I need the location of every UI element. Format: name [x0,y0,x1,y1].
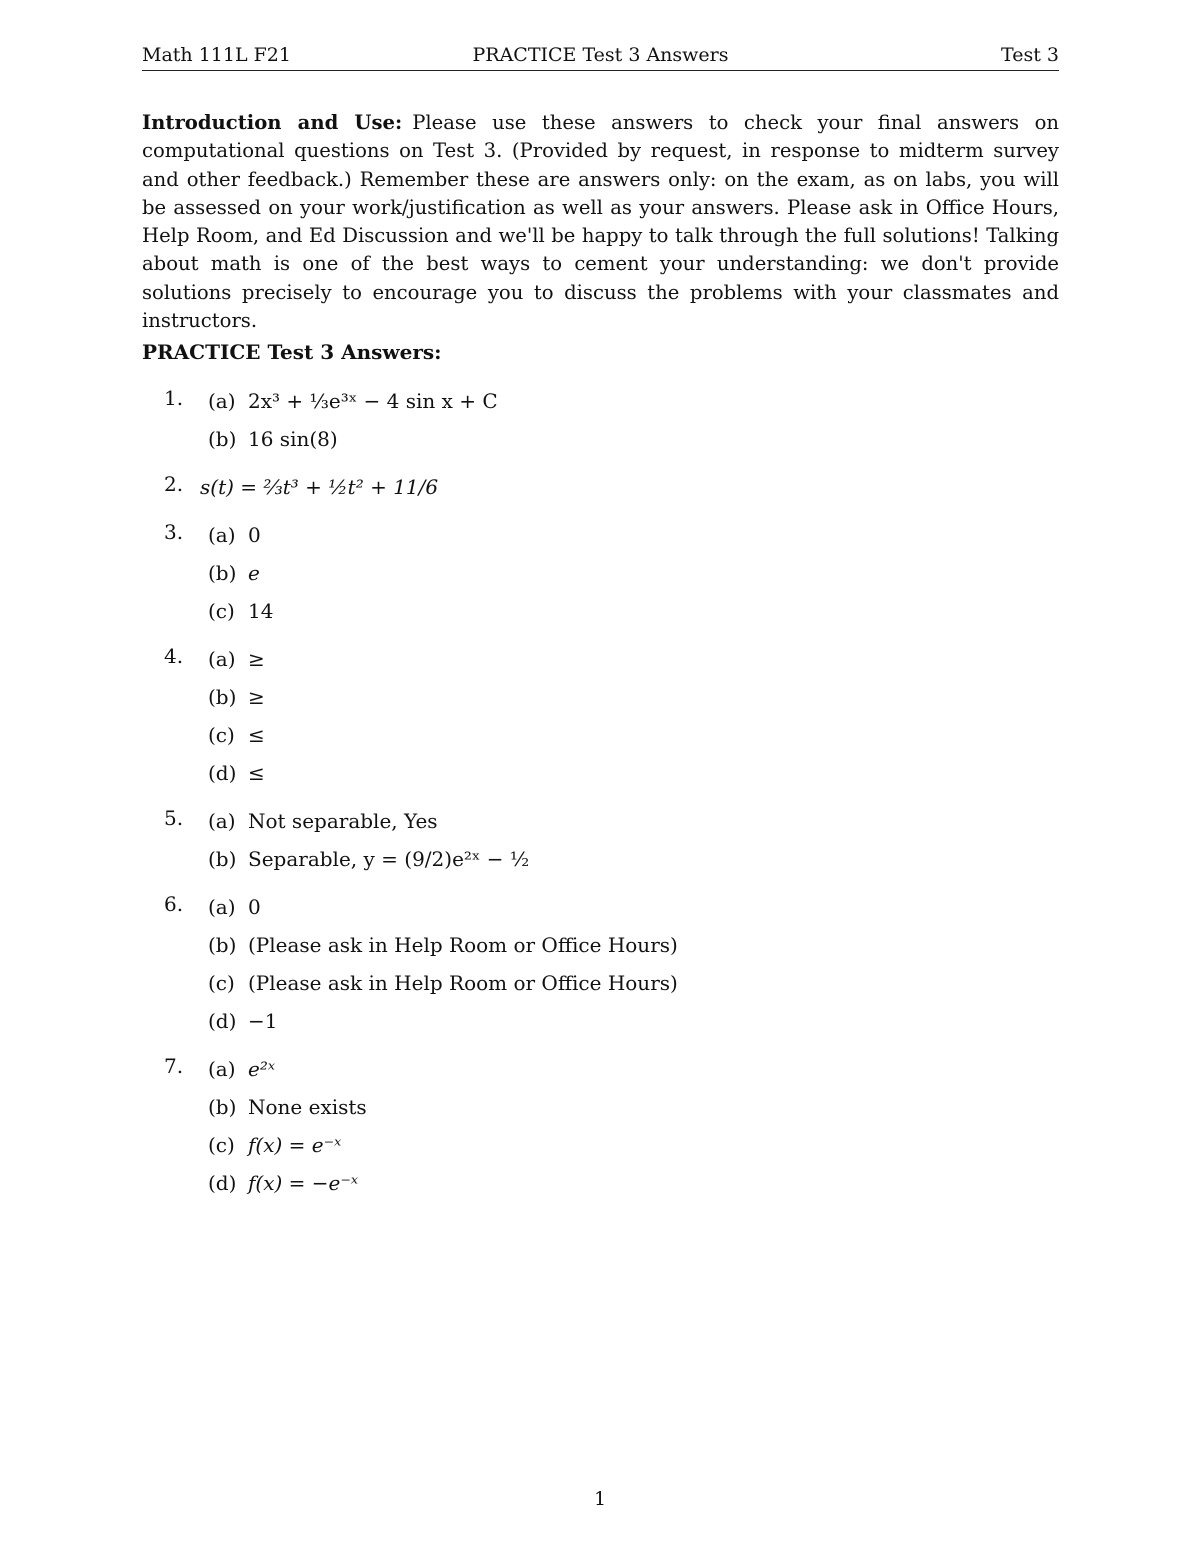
part-answer: Not separable, Yes [248,809,438,833]
part-answer: 0 [248,523,261,547]
answer-part [142,1168,1059,1206]
part-answer: e²ˣ [248,1057,275,1081]
question-7 [142,1054,1059,1206]
answer-part [142,844,1059,882]
part-answer: ≤ [248,761,265,785]
part-label: (a) [208,523,236,547]
answer-part [142,806,1059,844]
answer-part [142,1054,1059,1092]
part-answer: f(x) = e⁻ˣ [248,1133,342,1157]
part-label: (d) [208,761,237,785]
question-5 [142,806,1059,882]
answer-part [142,930,1059,968]
part-label: (c) [208,1133,235,1157]
answer-part [142,1130,1059,1168]
question-1 [142,386,1059,462]
part-answer: ≥ [248,647,265,671]
answer-list [142,386,1059,1216]
part-label: (a) [208,647,236,671]
question-number: 4. [164,644,184,668]
part-answer: 16 sin(8) [248,427,338,451]
answer-part [142,968,1059,1006]
question-number: 7. [164,1054,184,1078]
part-label: (a) [208,809,236,833]
part-answer: f(x) = −e⁻ˣ [248,1171,359,1195]
part-answer: 14 [248,599,274,623]
answer-part [142,520,1059,558]
question-2 [142,472,1059,510]
part-answer: (Please ask in Help Room or Office Hours) [248,971,678,995]
question-number: 2. [164,472,184,496]
part-label: (b) [208,685,237,709]
answer-part [142,1092,1059,1130]
answer-part [142,386,1059,424]
part-label: (b) [208,427,237,451]
answer-part [142,596,1059,634]
running-header [142,42,1059,71]
part-answer: e [248,561,260,585]
question-3 [142,520,1059,634]
part-answer: Separable, y = (9/2)e²ˣ − ½ [248,847,530,871]
part-label: (d) [208,1009,237,1033]
answer-part [142,720,1059,758]
answer-part [142,424,1059,462]
part-label: (b) [208,847,237,871]
part-label: (c) [208,599,235,623]
answer-part [142,1006,1059,1044]
part-answer: 0 [248,895,261,919]
part-label: (b) [208,561,237,585]
answer-part [142,644,1059,682]
answer-part [142,758,1059,796]
header-test: Test 3 [1001,44,1059,66]
part-label: (c) [208,723,235,747]
answer-part [142,892,1059,930]
part-label: (b) [208,1095,237,1119]
page-number: 1 [593,1488,607,1510]
single-answer: s(t) = ⅔t³ + ½t² + 11/6 [200,475,439,499]
part-answer: ≤ [248,723,265,747]
answer-single [142,472,1059,510]
question-number: 5. [164,806,184,830]
question-4 [142,644,1059,796]
part-label: (d) [208,1171,237,1195]
header-course: Math 111L F21 [142,44,291,66]
question-number: 3. [164,520,184,544]
question-number: 6. [164,892,184,916]
question-number: 1. [164,386,184,410]
introduction-paragraph [142,109,1059,335]
answers-heading: PRACTICE Test 3 Answers: [142,340,442,364]
part-answer: −1 [248,1009,278,1033]
intro-text: Please use these answers to check your final answers on computational questions on Test 3. (Provided by request, in response to midterm survey and other feedback.) Remember these are answers only: on the exam, as on labs, you will be assessed on your work/justification as well as your answers. Please ask in Office Hours, Help Room, and Ed Discussion and we'll be happy to talk through the full solutions! Talking about math is one of the best ways to cement your understanding: we don't provide solutions precisely to encourage you to discuss the problems with your classmates and instructors. [142,111,1060,333]
intro-label: Introduction and Use: [142,111,403,134]
part-answer: 2x³ + ⅓e³ˣ − 4 sin x + C [248,389,498,413]
part-label: (a) [208,895,236,919]
header-title: PRACTICE Test 3 Answers [472,44,729,66]
part-label: (a) [208,1057,236,1081]
part-label: (b) [208,933,237,957]
part-answer: (Please ask in Help Room or Office Hours) [248,933,678,957]
answer-part [142,682,1059,720]
answer-part [142,558,1059,596]
part-label: (a) [208,389,236,413]
part-answer: None exists [248,1095,367,1119]
part-label: (c) [208,971,235,995]
part-answer: ≥ [248,685,265,709]
question-6 [142,892,1059,1044]
